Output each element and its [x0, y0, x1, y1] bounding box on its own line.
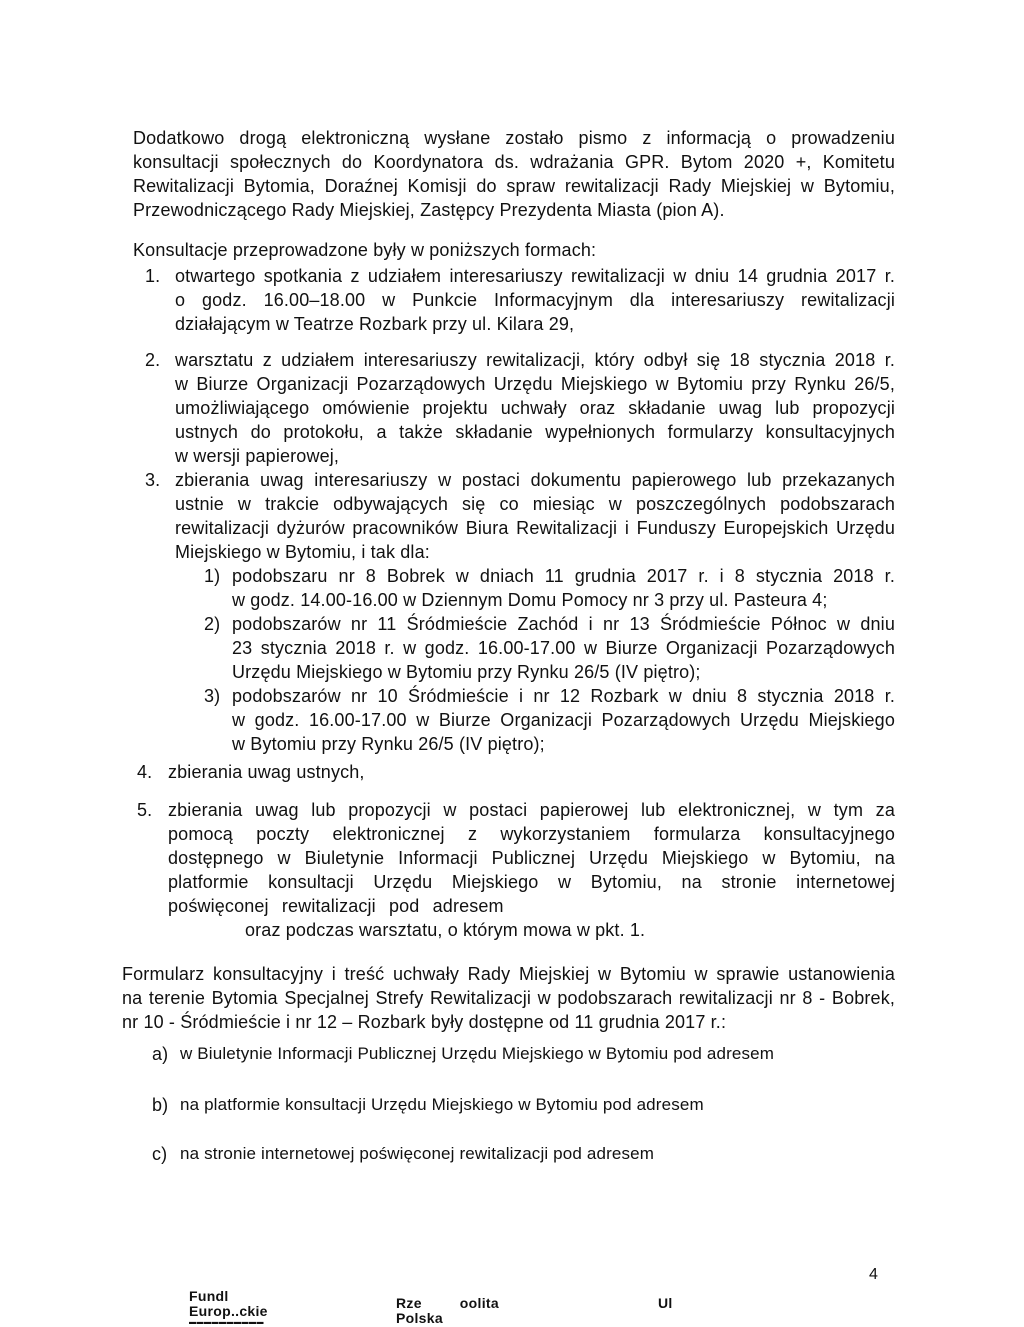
sublist-item-line: w godz. 16.00-17.00 w Biurze Organizacji Pozarządowych Urzędu Miejskiego — [232, 710, 895, 730]
availability-letter: a) — [152, 1044, 169, 1064]
list-item-number: 4. — [137, 762, 153, 782]
list-item-number: 1. — [145, 266, 161, 286]
list-item-line: zbierania uwag interesariuszy w postaci dokumentu papierowego lub przekazanych — [175, 470, 895, 490]
form-paragraph-line-2: na terenie Bytomia Specjalnej Strefy Rewitalizacji w podobszarach rewitalizacji nr 8 - Bobrek, — [122, 988, 895, 1008]
eu-funds-logo-line-2: Europ..ckie — [189, 1303, 268, 1319]
list-item-number: 3. — [145, 470, 161, 490]
form-paragraph-line-3: nr 10 - Śródmieście i nr 12 – Rozbark były dostępne od 11 grudnia 2017 r.: — [122, 1012, 727, 1032]
availability-text: na platformie konsultacji Urzędu Miejskiego w Bytomiu pod adresem — [180, 1095, 704, 1114]
list-item-line: Miejskiego w Bytomiu, i tak dla: — [175, 542, 430, 562]
sublist-item-line: podobszarów nr 10 Śródmieście i nr 12 Rozbark w dniu 8 stycznia 2018 r. — [232, 686, 895, 706]
sublist-item-line: 23 stycznia 2018 r. w godz. 16.00-17.00 w Biurze Organizacji Pozarządowych — [232, 638, 895, 658]
sublist-item-number: 1) — [204, 566, 221, 586]
intro-line-1: Dodatkowo drogą elektroniczną wysłane zostało pismo z informacją o prowadzeniu — [133, 128, 895, 148]
poland-logo-line-1b: oolita — [459, 1295, 499, 1311]
poland-logo-line-2: Polska — [396, 1310, 443, 1326]
page-number: 4 — [869, 1266, 878, 1283]
list-item-line: otwartego spotkania z udziałem interesariuszy rewitalizacji w dniu 14 grudnia 2017 r. — [175, 266, 895, 286]
list-item-line: poświęconej rewitalizacji pod adresem — [168, 896, 504, 916]
list-item-line: działającym w Teatrze Rozbark przy ul. Kilara 29, — [175, 314, 575, 334]
list-item-line: warsztatu z udziałem interesariuszy rewitalizacji, który odbył się 18 stycznia 2018 r. — [175, 350, 895, 370]
list-item-line: umożliwiającego omówienie projektu uchwały oraz składanie uwag lub propozycji — [175, 398, 895, 418]
sublist-item-line: Urzędu Miejskiego w Bytomiu przy Rynku 26/5 (IV piętro); — [232, 662, 701, 682]
eu-flag-logo-text: Ul — [658, 1295, 673, 1311]
poland-logo-line-1a: Rze — [396, 1295, 422, 1311]
availability-letter: b) — [152, 1095, 169, 1115]
list-item-number: 2. — [145, 350, 161, 370]
list-item-line: oraz podczas warsztatu, o którym mowa w pkt. 1. — [245, 920, 646, 940]
availability-text: w Biuletynie Informacji Publicznej Urzędu Miejskiego w Bytomiu pod adresem — [180, 1044, 775, 1063]
eu-funds-logo-subtitle-fragment: ▬▬▬▬▬▬▬▬▬▬ — [189, 1319, 264, 1326]
list-item-number: 5. — [137, 800, 153, 820]
eu-flag-logo — [658, 1296, 673, 1311]
list-item-line: zbierania uwag ustnych, — [168, 762, 365, 782]
list-item-line: w Biurze Organizacji Pozarządowych Urzędu Miejskiego w Bytomiu przy Rynku 26/5, — [175, 374, 895, 394]
sublist-item-number: 3) — [204, 686, 221, 706]
list-item-line: o godz. 16.00–18.00 w Punkcie Informacyjnym dla interesariuszy rewitalizacji — [175, 290, 895, 310]
list-item-line: ustnie w trakcie odbywających się co miesiąc w poszczególnych podobszarach — [175, 494, 895, 514]
intro-line-3: Rewitalizacji Bytomia, Doraźnej Komisji do spraw rewitalizacji Rady Miejskiej w Bytomiu, — [133, 176, 895, 196]
sublist-item-line: podobszarów nr 11 Śródmieście Zachód i nr 13 Śródmieście Północ w dniu — [232, 614, 895, 634]
poland-logo — [396, 1296, 499, 1326]
eu-funds-logo — [189, 1289, 268, 1327]
list-item-line: pomocą poczty elektronicznej z wykorzystaniem formularza konsultacyjnego — [168, 824, 895, 844]
forms-heading: Konsultacje przeprowadzone były w poniższych formach: — [133, 240, 597, 260]
list-item-line: dostępnego w Biuletynie Informacji Publicznej Urzędu Miejskiego w Bytomiu, na — [168, 848, 895, 868]
sublist-item-line: w Bytomiu przy Rynku 26/5 (IV piętro); — [232, 734, 545, 754]
list-item-line: zbierania uwag lub propozycji w postaci papierowej lub elektronicznej, w tym za — [168, 800, 895, 820]
list-item-line: platformie konsultacji Urzędu Miejskiego w Bytomiu, na stronie internetowej — [168, 872, 895, 892]
list-item-line: rewitalizacji dyżurów pracowników Biura Rewitalizacji i Funduszy Europejskich Urzędu — [175, 518, 895, 538]
list-item-line: w wersji papierowej, — [175, 446, 340, 466]
eu-funds-logo-line-1: Fundl — [189, 1288, 229, 1304]
list-item-line: ustnych do protokołu, a także składanie wypełnionych formularzy konsultacyjnych — [175, 422, 895, 442]
intro-line-2: konsultacji społecznych do Koordynatora ds. wdrażania GPR. Bytom 2020 +, Komitetu — [133, 152, 895, 172]
sublist-item-line: podobszaru nr 8 Bobrek w dniach 11 grudnia 2017 r. i 8 stycznia 2018 r. — [232, 566, 895, 586]
sublist-item-number: 2) — [204, 614, 221, 634]
availability-letter: c) — [152, 1144, 168, 1164]
sublist-item-line: w godz. 14.00-16.00 w Dziennym Domu Pomocy nr 3 przy ul. Pasteura 4; — [232, 590, 828, 610]
intro-line-4: Przewodniczącego Rady Miejskiej, Zastępcy Prezydenta Miasta (pion A). — [133, 200, 725, 220]
availability-text: na stronie internetowej poświęconej rewitalizacji pod adresem — [180, 1144, 655, 1163]
form-paragraph-line-1: Formularz konsultacyjny i treść uchwały Rady Miejskiej w Bytomiu w sprawie ustanowienia — [122, 964, 895, 984]
